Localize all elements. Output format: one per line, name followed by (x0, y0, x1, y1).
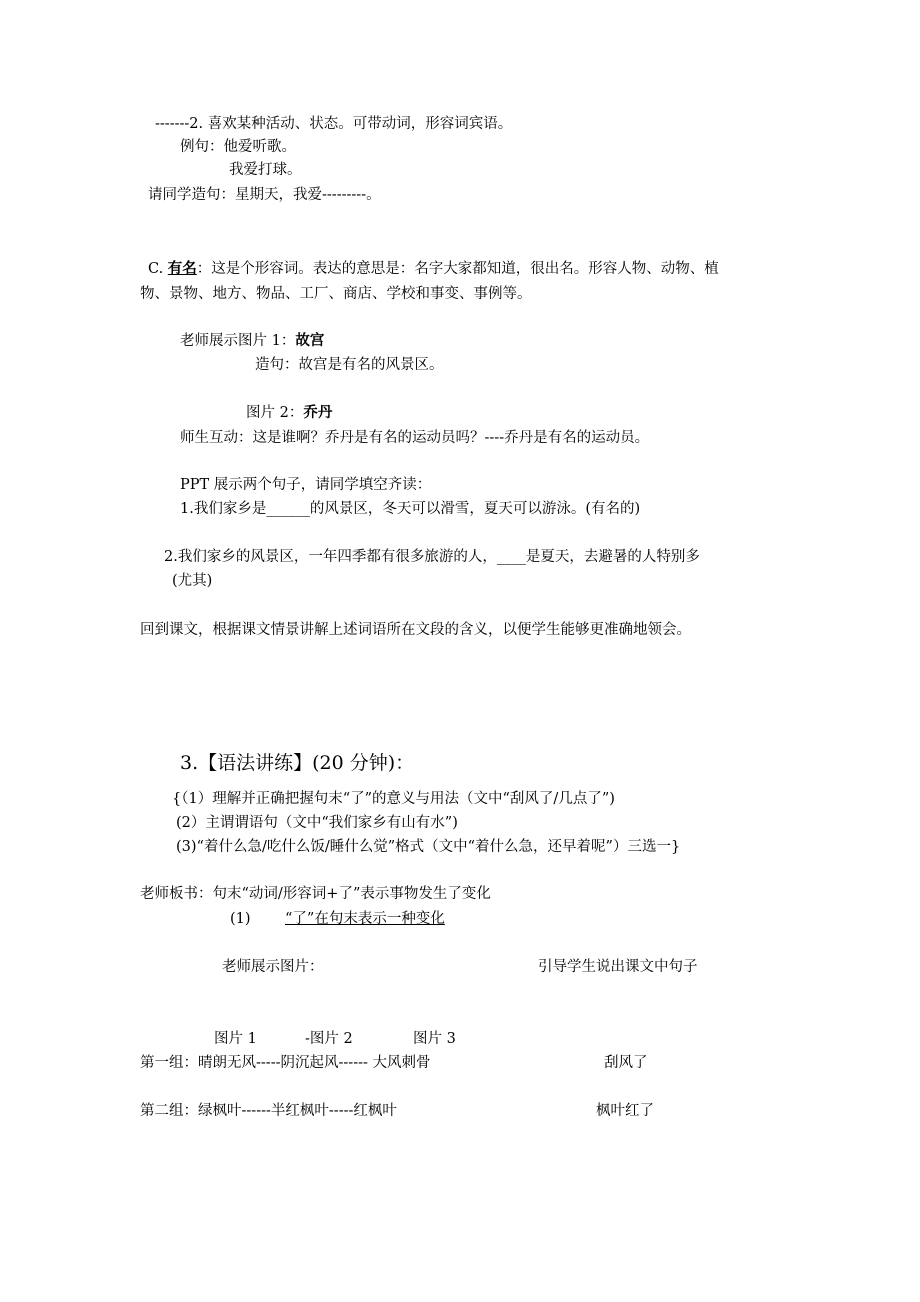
group-2-sequence: 第二组：绿枫叶------半红枫叶-----红枫叶 (140, 1103, 397, 1119)
ppt-sentence-2: 2.我们家乡的风景区，一年四季都有很多旅游的人，____是夏天，去避暑的人特别多 (164, 549, 700, 565)
picture-1-title: 故宫 (295, 332, 325, 349)
ppt-intro: PPT 展示两个句子，请同学填空齐读： (180, 477, 432, 493)
guide-students-label: 引导学生说出课文中句子 (538, 959, 698, 975)
section-c-term: 有名 (167, 260, 197, 277)
ppt-sentence-2-answer: (尤其) (172, 573, 213, 589)
section-c-prefix: C. (148, 261, 168, 277)
picture-header-2: -图片 2 (305, 1031, 353, 1047)
section-c-definition-line-2: 物、景物、地方、物品、工厂、商店、学校和事变、事例等。 (140, 286, 532, 302)
board-point-text: “了”在句末表示一种变化 (285, 911, 445, 927)
show-pictures-label: 老师展示图片： (222, 959, 324, 975)
picture-2-title: 乔丹 (303, 404, 333, 421)
group-1-result: 刮风了 (604, 1055, 648, 1071)
board-point-number: (1) (230, 911, 251, 927)
grammar-item-1: {（1）理解并正确把握句末“了”的意义与用法（文中“刮风了/几点了”) (172, 791, 615, 807)
example-line-2: 我爱打球。 (229, 162, 302, 178)
picture-2-label: 图片 2： (246, 405, 304, 421)
picture-2-caption (246, 403, 332, 423)
section-c-definition: ：这是个形容词。表达的意思是：名字大家都知道，很出名。形容人物、动物、植 (196, 261, 719, 277)
picture-header-3: 图片 3 (413, 1031, 456, 1047)
section-3-heading: 3.【语法讲练】(20 分钟)： (180, 752, 415, 774)
picture-1-sentence: 造句：故宫是有名的风景区。 (255, 357, 444, 373)
group-1-sequence: 第一组：晴朗无风-----阴沉起风------ 大风刺骨 (140, 1055, 431, 1071)
ppt-sentence-1: 1.我们家乡是______的风景区，冬天可以滑雪，夏天可以游泳。(有名的) (180, 501, 641, 517)
picture-1-label: 老师展示图片 1： (180, 333, 296, 349)
group-2-result: 枫叶红了 (596, 1103, 654, 1119)
picture-header-1: 图片 1 (214, 1031, 257, 1047)
grammar-item-2: (2）主谓谓语句（文中“我们家乡有山有水”) (176, 815, 458, 831)
grammar-item-3: (3)“着什么急/吃什么饭/睡什么觉”格式（文中“着什么急，还早着呢”）三选一} (176, 839, 681, 855)
example-line-1: 例句：他爱听歌。 (180, 139, 296, 155)
practice-prompt: 请同学造句：星期天，我爱---------。 (148, 187, 381, 203)
return-to-text: 回到课文，根据课文情景讲解上述词语所在文段的含义，以便学生能够更准确地领会。 (140, 622, 691, 638)
teacher-student-interaction: 师生互动：这是谁啊？乔丹是有名的运动员吗？----乔丹是有名的运动员。 (180, 430, 650, 446)
section-c-definition-line-1 (148, 259, 719, 279)
board-writing: 老师板书：句末“动词/形容词+了”表示事物发生了变化 (140, 886, 491, 902)
picture-1-caption (180, 331, 324, 351)
sense-2-line: -------2. 喜欢某种活动、状态。可带动词，形容词宾语。 (155, 116, 513, 132)
